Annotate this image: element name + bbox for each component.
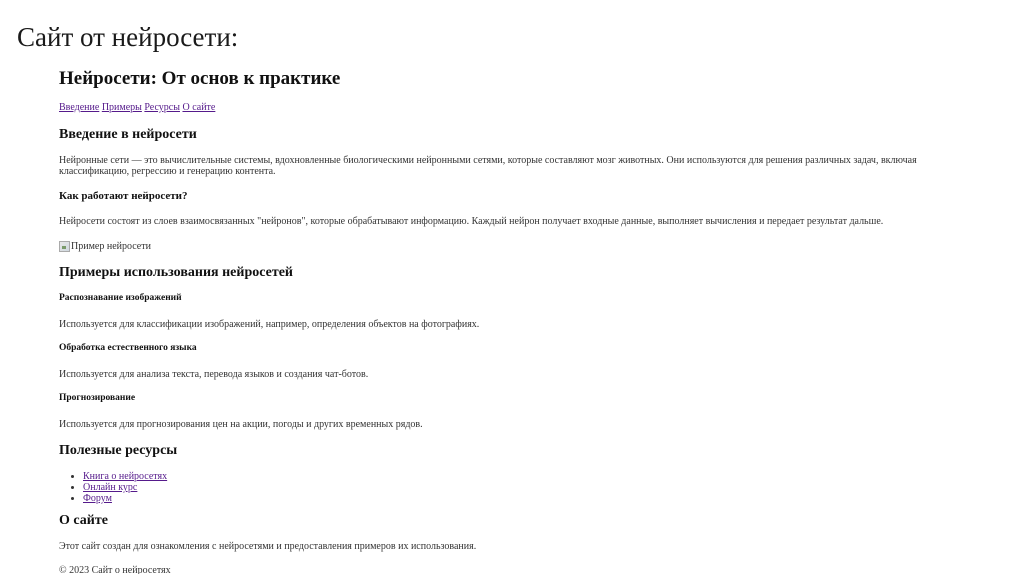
- site-footer: © 2023 Сайт о нейросетях: [59, 565, 171, 574]
- how-text: Нейросети состоят из слоев взаимосвязанных "нейронов", которые обрабатывают информацию. Каждый нейрон получает входные данные, выполняет вычисления и передает результат дальше.: [59, 216, 884, 227]
- list-item: [83, 471, 979, 482]
- neural-network-image: [59, 240, 979, 252]
- image-alt-text: Пример нейросети: [71, 240, 151, 252]
- example-text: Используется для прогнозирования цен на акции, погоды и других временных рядов.: [59, 419, 423, 430]
- slide-title: Сайт от нейросети:: [17, 22, 239, 52]
- about-heading: О сайте: [59, 513, 108, 528]
- site-heading: Нейросети: От основ к практике: [59, 68, 341, 89]
- about-text: Этот сайт создан для ознакомления с нейросетями и предоставления примеров их использования.: [59, 541, 477, 552]
- nav-link-about[interactable]: О сайте: [182, 102, 216, 113]
- about-section: [59, 513, 979, 552]
- nav-link-resources[interactable]: Ресурсы: [144, 102, 180, 113]
- examples-section: [59, 265, 979, 430]
- intro-section: [59, 127, 979, 252]
- resource-link-course[interactable]: Онлайн курс: [83, 482, 138, 493]
- resources-list: [59, 471, 979, 504]
- intro-text: Нейронные сети — это вычислительные системы, вдохновленные биологическими нейронными сетями, которые составляют мозг животных. Они используются для решения различных задач, включая классификацию, регрессию и генерацию контента.: [59, 155, 917, 177]
- list-item: [83, 493, 979, 504]
- nav-link-examples[interactable]: Примеры: [101, 102, 142, 113]
- resource-link-forum[interactable]: Форум: [83, 493, 112, 504]
- resources-heading: Полезные ресурсы: [59, 443, 178, 458]
- intro-heading: Введение в нейросети: [59, 127, 197, 142]
- list-item: [83, 482, 979, 493]
- example-title: Прогнозирование: [59, 393, 136, 403]
- website-preview: [59, 62, 979, 574]
- example-title: Обработка естественного языка: [59, 343, 197, 353]
- site-nav: [59, 102, 979, 113]
- examples-heading: Примеры использования нейросетей: [59, 265, 293, 280]
- nav-link-intro[interactable]: Введение: [59, 102, 100, 113]
- how-heading: Как работают нейросети?: [59, 190, 188, 202]
- example-text: Используется для классификации изображений, например, определения объектов на фотографиях.: [59, 319, 480, 330]
- example-text: Используется для анализа текста, перевода языков и создания чат-ботов.: [59, 369, 369, 380]
- resource-link-book[interactable]: Книга о нейросетях: [83, 471, 168, 482]
- example-title: Распознавание изображений: [59, 293, 182, 303]
- broken-image-icon: [59, 241, 70, 252]
- resources-section: [59, 443, 979, 504]
